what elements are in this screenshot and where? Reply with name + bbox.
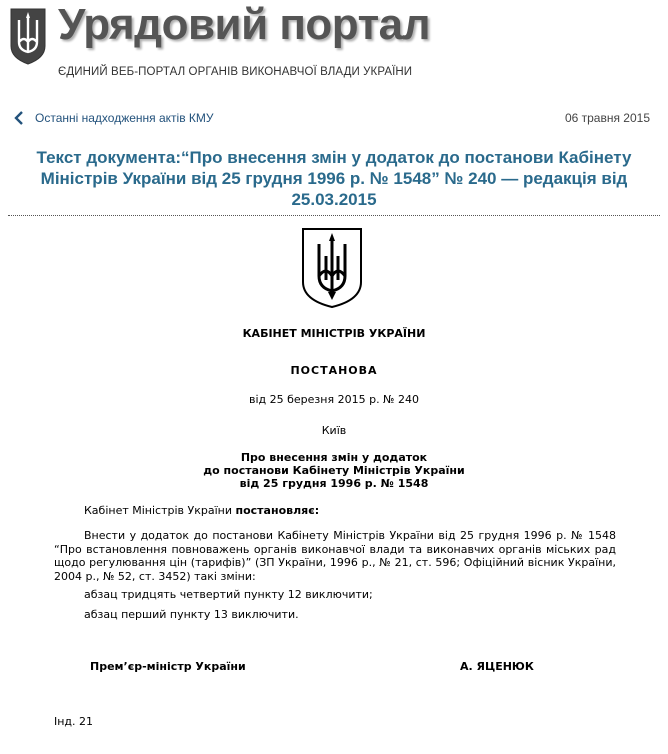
issuer: КАБІНЕТ МІНІСТРІВ УКРАЇНИ	[242, 327, 426, 340]
intro-paragraph	[54, 504, 616, 518]
body-paragraph: абзац тридцять четвертий пункту 12 виключити;	[84, 588, 373, 601]
coat-of-arms-icon	[300, 226, 364, 310]
document-city: Київ	[321, 424, 347, 437]
document-index: Інд. 21	[54, 715, 94, 728]
subject-line: від 25 грудня 1996 р. № 1548	[239, 477, 429, 490]
document-subject	[0, 451, 668, 490]
document-title: Текст документа:“Про внесення змін у додаток до постанови Кабінету Міністрів України від 25 грудня 1996 р. № 1548” № 240 — редакція від 25.03.2015	[36, 148, 632, 209]
body-paragraph: абзац перший пункту 13 виключити.	[84, 608, 299, 621]
latest-acts-link[interactable]: Останні надходження актів КМУ	[35, 111, 214, 125]
signature-title: Прем’єр-міністр України	[90, 660, 246, 673]
title-divider	[8, 215, 660, 216]
chevron-left-icon[interactable]	[14, 111, 24, 125]
intro-text: Кабінет Міністрів України	[84, 504, 236, 517]
trident-icon[interactable]	[8, 6, 48, 66]
intro-verb: постановляє:	[235, 504, 320, 517]
document-date-number: від 25 березня 2015 р. № 240	[249, 393, 419, 406]
breadcrumb	[14, 108, 654, 132]
body-paragraph: Внести у додаток до постанови Кабінету Міністрів України від 25 грудня 1996 р. № 1548 “Про встановлення повноважень органів виконавчої влади та виконавчих органів міських рад щодо регулювання цін (тарифів)” (ЗП України, 1996 р., № 21, ст. 596; Офіційний вісник України, 2004 р., № 52, ст. 3452) такі зміни:	[54, 529, 616, 583]
subject-line: до постанови Кабінету Міністрів України	[203, 464, 465, 477]
portal-subtitle: ЄДИНИЙ ВЕБ-ПОРТАЛ ОРГАНІВ ВИКОНАВЧОЇ ВЛАДИ УКРАЇНИ	[58, 66, 413, 78]
subject-line: Про внесення змін у додаток	[240, 451, 428, 464]
signature-name: А. ЯЦЕНЮК	[460, 660, 534, 673]
document-type: ПОСТАНОВА	[290, 364, 378, 377]
portal-title[interactable]: Урядовий портал	[58, 0, 431, 49]
site-header	[0, 0, 668, 90]
publish-date: 06 травня 2015	[564, 111, 650, 125]
